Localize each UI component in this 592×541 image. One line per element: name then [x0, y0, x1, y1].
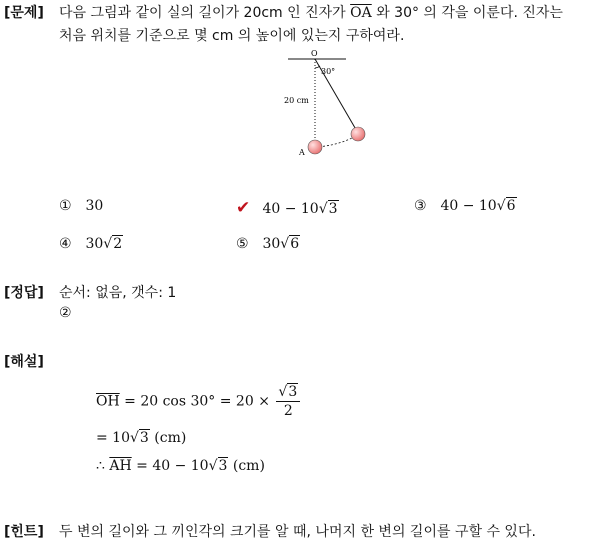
angle-label: 30° [321, 67, 336, 76]
option-3[interactable] [414, 198, 517, 214]
answer-label: [정답] [4, 285, 44, 301]
option-3-number: ③ [414, 198, 427, 214]
problem-line-1 [59, 2, 563, 22]
explanation-line-2 [96, 430, 186, 446]
explanation-line-1-eq: = 20 cos 30° = 20 × [119, 393, 270, 410]
pendulum-ball-swung [351, 127, 365, 141]
option-1-number: ① [59, 198, 72, 214]
fraction [276, 384, 300, 419]
option-4-sqrt: √2 [103, 236, 123, 252]
therefore-symbol: ∴ [96, 458, 110, 474]
option-2-sqrt: √3 [318, 201, 338, 217]
fraction-denominator: 2 [283, 403, 293, 419]
pendulum-figure [280, 46, 370, 161]
segment-ah: $\overline{AH}$ [109, 458, 132, 474]
pendulum-ball-rest [308, 140, 322, 154]
answer-line-1: 순서: 없음, 갯수: 1 [59, 285, 177, 301]
angle-arc [315, 66, 320, 68]
segment-oa: $\overline{OA}$ [350, 5, 372, 21]
point-a-label: A [299, 148, 305, 157]
option-3-radicand: 6 [506, 198, 516, 214]
explanation-line-1 [96, 384, 302, 419]
option-5-number: ⑤ [236, 236, 249, 252]
option-4[interactable] [59, 236, 123, 252]
hint-label: [힌트] [4, 524, 44, 540]
explanation-line-3-sqrt: √3 [208, 458, 228, 474]
option-2-radicand: 3 [328, 201, 338, 217]
option-4-number: ④ [59, 236, 72, 252]
point-o-label: O [311, 49, 318, 58]
option-1-text: 30 [85, 198, 104, 214]
option-2[interactable] [236, 198, 339, 218]
option-5[interactable] [236, 236, 300, 252]
option-5-sqrt: √6 [280, 236, 300, 252]
option-3-sqrt: √6 [496, 198, 516, 214]
explanation-line-2-pre: = 10 [96, 430, 130, 446]
check-icon: ✔ [236, 198, 251, 218]
problem-line-2: 처음 위치를 기준으로 몇 cm 의 높이에 있는지 구하여라. [59, 28, 405, 44]
explanation-line-2-sqrt: √3 [130, 430, 149, 446]
explanation-line-3-mid: = 40 − 10 [131, 458, 209, 474]
problem-line-1-a: 다음 그림과 같이 실의 길이가 20cm 인 진자가 [59, 5, 346, 21]
option-2-text: 40 − 10 [262, 201, 319, 217]
explanation-line-3 [96, 458, 265, 474]
option-1[interactable] [59, 198, 103, 214]
hint-text: 두 변의 길이와 그 끼인각의 크기를 알 때, 나머지 한 변의 길이를 구할 수 있다. [59, 524, 536, 540]
fraction-numerator: √3 [276, 384, 300, 402]
problem-line-1-b: 와 30° 의 각을 이룬다. 진자는 [376, 5, 563, 21]
segment-oh: $\overline{OH}$ [96, 393, 120, 410]
explanation-label: [해설] [4, 354, 44, 370]
option-4-radicand: 2 [113, 236, 123, 252]
option-5-radicand: 6 [290, 236, 300, 252]
option-5-text: 30 [262, 236, 281, 252]
option-4-text: 30 [85, 236, 104, 252]
problem-label: [문제] [4, 5, 44, 21]
length-label: 20 cm [284, 96, 309, 105]
answer-line-2: ② [59, 305, 72, 321]
explanation-line-3-post: (cm) [228, 458, 265, 474]
option-3-text: 40 − 10 [440, 198, 497, 214]
explanation-line-2-post: (cm) [149, 430, 187, 446]
